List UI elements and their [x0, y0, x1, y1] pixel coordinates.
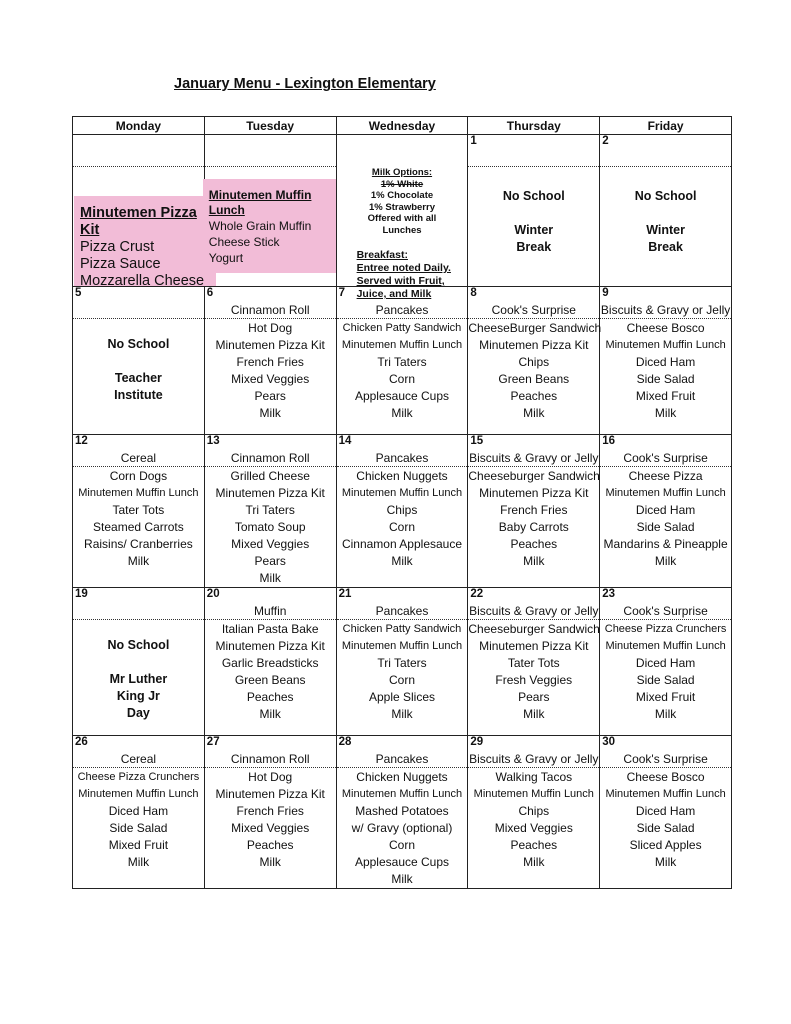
day-cell-friday-wk1	[600, 135, 732, 287]
breakfast-item: Cook's Surprise	[623, 451, 708, 465]
day-cell	[468, 736, 600, 889]
breakfast-item: Cinnamon Roll	[230, 752, 310, 766]
menu-item: Milk	[259, 406, 281, 420]
menu-item: Milk	[391, 554, 413, 568]
menu-item: Cheeseburger Sandwich	[468, 622, 600, 636]
day-cell	[600, 435, 732, 588]
menu-item: Minutemen Muffin Lunch	[341, 640, 463, 652]
menu-item: Corn	[388, 838, 415, 852]
menu-item: Minutemen Pizza Kit	[215, 787, 325, 801]
date-number: 15	[470, 435, 484, 447]
date-number: 27	[206, 736, 220, 748]
date-number: 19	[75, 588, 88, 600]
menu-item: Milk	[523, 707, 545, 721]
menu-calendar	[72, 116, 732, 889]
menu-item: Mixed Fruit	[108, 838, 169, 852]
menu-item: Milk	[127, 855, 150, 869]
menu-item: CheeseBurger Sandwich	[468, 321, 602, 335]
menu-item: Tater Tots	[507, 656, 560, 670]
day-cell	[73, 435, 205, 588]
closure-note: No School	[634, 189, 697, 203]
menu-item: Chicken Nuggets	[356, 469, 448, 483]
date-number: 29	[470, 736, 484, 748]
menu-item: Mixed Veggies	[494, 821, 573, 835]
menu-item: Whole Grain Muffin	[208, 219, 312, 233]
menu-item: Milk	[391, 707, 413, 721]
day-cell	[336, 588, 468, 736]
menu-item: Peaches	[510, 389, 558, 403]
day-header: Thursday	[468, 117, 600, 135]
date-number: 20	[206, 588, 220, 600]
menu-item: Minutemen Muffin Lunch	[78, 487, 199, 499]
menu-item: Pears	[518, 690, 550, 704]
day-cell	[600, 287, 732, 435]
breakfast-note: Entree noted Daily.	[356, 262, 451, 274]
menu-item: Pears	[254, 389, 286, 403]
closure-note: No School	[107, 638, 170, 652]
menu-item: Corn	[388, 673, 415, 687]
menu-item: Diced Ham	[635, 503, 696, 517]
day-header-row	[73, 117, 732, 135]
date-number: 13	[206, 435, 220, 447]
milk-option: Offered with all	[367, 213, 437, 224]
menu-item: Minutemen Muffin Lunch	[473, 788, 594, 800]
date-number: 8	[470, 287, 477, 299]
day-cell	[600, 736, 732, 889]
breakfast-item: Cinnamon Roll	[230, 451, 310, 465]
menu-item: Peaches	[510, 838, 558, 852]
breakfast-item: Cinnamon Roll	[230, 303, 310, 317]
menu-item: Diced Ham	[635, 804, 696, 818]
breakfast-item: Cook's Surprise	[491, 303, 576, 317]
menu-item: Milk	[654, 554, 677, 568]
menu-item: Peaches	[510, 537, 558, 551]
date-number: 7	[338, 287, 345, 299]
breakfast-item: Pancakes	[375, 303, 429, 317]
day-cell	[73, 736, 205, 889]
menu-item: Mashed Potatoes	[355, 804, 449, 818]
breakfast-item: Pancakes	[375, 752, 429, 766]
menu-item: Milk	[523, 406, 545, 420]
menu-item: Yogurt	[208, 251, 244, 265]
day-cell	[468, 435, 600, 588]
menu-item: Minutemen Pizza Kit	[215, 486, 325, 500]
breakfast-note: Juice, and Milk	[356, 288, 432, 300]
date-number: 14	[338, 435, 352, 447]
breakfast-item: Cook's Surprise	[623, 604, 708, 618]
milk-option: 1% Chocolate	[370, 190, 434, 201]
menu-item: Green Beans	[234, 673, 306, 687]
day-cell-monday-wk1	[73, 135, 205, 287]
menu-item: Cheese Pizza Crunchers	[604, 623, 727, 635]
menu-item: Tater Tots	[112, 503, 165, 517]
menu-item: Minutemen Pizza Kit	[215, 338, 325, 352]
week-row-5	[73, 736, 732, 889]
breakfast-item: Cereal	[120, 752, 157, 766]
day-header: Tuesday	[204, 117, 336, 135]
breakfast-note: Breakfast:	[356, 249, 408, 261]
day-cell	[336, 435, 468, 588]
menu-item: Minutemen Muffin Lunch	[341, 788, 463, 800]
menu-item: Minutemen Muffin Lunch	[605, 487, 726, 499]
date-number: 23	[602, 588, 615, 600]
week-row-2	[73, 287, 732, 435]
date-number: 12	[75, 435, 88, 447]
menu-item: Applesauce Cups	[354, 389, 450, 403]
week-row-3	[73, 435, 732, 588]
day-cell-thursday-wk1	[468, 135, 600, 287]
menu-item: Applesauce Cups	[354, 855, 450, 869]
menu-item: Corn Dogs	[109, 469, 168, 483]
menu-item: Raisins/ Cranberries	[84, 537, 193, 551]
date-number: 26	[75, 736, 88, 748]
breakfast-item: Pancakes	[375, 604, 429, 618]
date-number: 1	[470, 135, 477, 147]
menu-item: Mixed Fruit	[635, 690, 696, 704]
closure-note: Winter	[646, 223, 685, 237]
menu-item: Minutemen Muffin Lunch	[605, 339, 726, 351]
closure-note: Break	[516, 240, 552, 254]
menu-item: Steamed Carrots	[93, 520, 184, 534]
menu-item: Minutemen Muffin Lunch	[341, 487, 463, 499]
menu-item: Chips	[518, 355, 550, 369]
day-header: Monday	[73, 117, 205, 135]
day-header: Wednesday	[336, 117, 468, 135]
menu-item: Fresh Veggies	[495, 673, 573, 687]
menu-item: Pizza Crust	[80, 239, 155, 255]
pizza-kit-heading: Minutemen Pizza Kit	[80, 205, 197, 238]
menu-item: Cheese Stick	[208, 235, 280, 249]
menu-item: Tri Taters	[377, 355, 427, 369]
menu-item: French Fries	[500, 503, 568, 517]
milk-option: 1% Strawberry	[368, 201, 435, 213]
menu-item: Apple Slices	[368, 690, 436, 704]
menu-item: Cheeseburger Sandwich	[468, 469, 600, 483]
menu-item: Side Salad	[636, 673, 695, 687]
day-header: Friday	[600, 117, 732, 135]
breakfast-note: Served with Fruit,	[356, 275, 445, 287]
menu-item: Milk	[127, 554, 150, 568]
menu-item: Minutemen Muffin Lunch	[78, 788, 199, 800]
menu-item: Milk	[654, 855, 677, 869]
menu-item: Cheese Pizza Crunchers	[77, 771, 200, 783]
date-number: 22	[470, 588, 484, 600]
menu-item: Milk	[654, 707, 677, 721]
menu-item: Chips	[386, 503, 418, 517]
menu-item: Pizza Sauce	[80, 256, 161, 272]
date-number: 5	[75, 287, 82, 299]
breakfast-item: Biscuits & Gravy or Jelly	[469, 604, 599, 618]
menu-item: Corn	[388, 520, 415, 534]
day-cell	[73, 287, 205, 435]
milk-option: Lunches	[382, 224, 422, 236]
menu-item: French Fries	[236, 804, 304, 818]
date-number: 16	[602, 435, 615, 447]
day-cell	[204, 287, 336, 435]
menu-item: Mixed Fruit	[635, 389, 696, 403]
menu-item: Diced Ham	[635, 656, 696, 670]
menu-item: Minutemen Muffin Lunch	[605, 640, 726, 652]
menu-item: Sliced Apples	[629, 838, 702, 852]
date-number: 2	[602, 135, 609, 147]
menu-item: Cinnamon Applesauce	[341, 537, 463, 551]
menu-item: Chicken Patty Sandwich	[342, 623, 462, 635]
menu-item: Minutemen Pizza Kit	[215, 639, 325, 653]
menu-item: Green Beans	[498, 372, 570, 386]
menu-item: Milk	[654, 406, 677, 420]
day-cell	[468, 588, 600, 736]
day-cell	[468, 287, 600, 435]
menu-item: Walking Tacos	[495, 770, 573, 784]
day-cell	[204, 588, 336, 736]
menu-item: Mixed Veggies	[231, 372, 310, 386]
week-row-1	[73, 135, 732, 287]
breakfast-item: Cereal	[120, 451, 157, 465]
closure-note: Winter	[514, 223, 554, 237]
menu-item: Cheese Bosco	[626, 770, 705, 784]
breakfast-item: Biscuits & Gravy or Jelly	[469, 451, 599, 465]
breakfast-item: Muffin	[253, 604, 287, 618]
menu-item: Peaches	[246, 838, 294, 852]
page-title: January Menu - Lexington Elementary	[174, 76, 436, 92]
menu-item: Milk	[523, 855, 545, 869]
breakfast-item: Pancakes	[375, 451, 429, 465]
date-number: 28	[338, 736, 352, 748]
closure-note: No School	[107, 337, 170, 351]
day-cell	[73, 588, 205, 736]
closure-note: Institute	[114, 388, 163, 402]
breakfast-item: Biscuits & Gravy or Jelly	[469, 752, 599, 766]
menu-item: Mandarins & Pineapple	[603, 537, 728, 551]
menu-item: Mozzarella Cheese	[80, 273, 205, 289]
day-cell-tuesday-wk1	[204, 135, 336, 287]
menu-item: Hot Dog	[248, 321, 293, 335]
menu-item: Minutemen Muffin Lunch	[341, 339, 463, 351]
menu-item: Italian Pasta Bake	[221, 622, 319, 636]
menu-item: Milk	[259, 855, 281, 869]
date-number: 21	[338, 588, 352, 600]
day-cell-wednesday-wk1	[336, 135, 468, 300]
menu-item: Chicken Nuggets	[356, 770, 448, 784]
closure-note: Mr Luther	[109, 672, 168, 686]
breakfast-item: Cook's Surprise	[623, 752, 708, 766]
week-row-4	[73, 588, 732, 736]
menu-item: Minutemen Pizza Kit	[479, 486, 589, 500]
milk-options-heading: Milk Options:	[371, 167, 433, 178]
menu-item: Milk	[523, 554, 545, 568]
menu-item: Milk	[391, 406, 413, 420]
menu-item: Baby Carrots	[498, 520, 569, 534]
menu-item: Minutemen Pizza Kit	[479, 639, 589, 653]
closure-note: Day	[126, 706, 150, 720]
menu-item: Grilled Cheese	[230, 469, 310, 483]
menu-item: Mixed Veggies	[231, 537, 310, 551]
menu-item: Hot Dog	[248, 770, 293, 784]
milk-option-struck: 1% White	[380, 178, 424, 190]
menu-item: Milk	[259, 707, 281, 721]
closure-note: Break	[648, 240, 683, 254]
day-cell	[204, 736, 336, 889]
menu-item: Minutemen Pizza Kit	[479, 338, 589, 352]
menu-item: Side Salad	[636, 821, 695, 835]
menu-item: Tri Taters	[377, 656, 427, 670]
menu-item: Diced Ham	[108, 804, 169, 818]
menu-item: Cheese Pizza	[628, 469, 703, 483]
date-number: 6	[206, 287, 214, 299]
menu-item: Chips	[518, 804, 550, 818]
menu-item: Mixed Veggies	[231, 821, 310, 835]
menu-item: Tri Taters	[245, 503, 295, 517]
date-number: 9	[602, 287, 609, 299]
menu-item: Milk	[259, 571, 281, 585]
date-number: 30	[602, 736, 615, 748]
menu-item: Side Salad	[636, 372, 695, 386]
menu-item: Corn	[388, 372, 415, 386]
closure-note: No School	[502, 189, 565, 203]
menu-item: Chicken Patty Sandwich	[342, 322, 462, 334]
closure-note: Teacher	[114, 371, 162, 385]
menu-item: Minutemen Muffin Lunch	[605, 788, 726, 800]
breakfast-item: Biscuits & Gravy or Jelly	[600, 303, 731, 317]
menu-item: Side Salad	[109, 821, 168, 835]
menu-item: Diced Ham	[635, 355, 696, 369]
menu-item: Pears	[254, 554, 286, 568]
day-cell	[336, 287, 468, 435]
day-cell	[600, 588, 732, 736]
muffin-lunch-heading: Minutemen Muffin Lunch	[208, 188, 312, 217]
menu-item: w/ Gravy (optional)	[351, 821, 453, 835]
menu-item: Peaches	[246, 690, 294, 704]
menu-item: French Fries	[236, 355, 304, 369]
menu-item: Cheese Bosco	[626, 321, 705, 335]
day-cell	[336, 736, 468, 889]
closure-note: King Jr	[116, 689, 160, 703]
menu-item: Tomato Soup	[234, 520, 306, 534]
menu-item: Garlic Breadsticks	[221, 656, 319, 670]
menu-item: Side Salad	[636, 520, 695, 534]
day-cell	[204, 435, 336, 588]
menu-item: Milk	[391, 872, 413, 886]
